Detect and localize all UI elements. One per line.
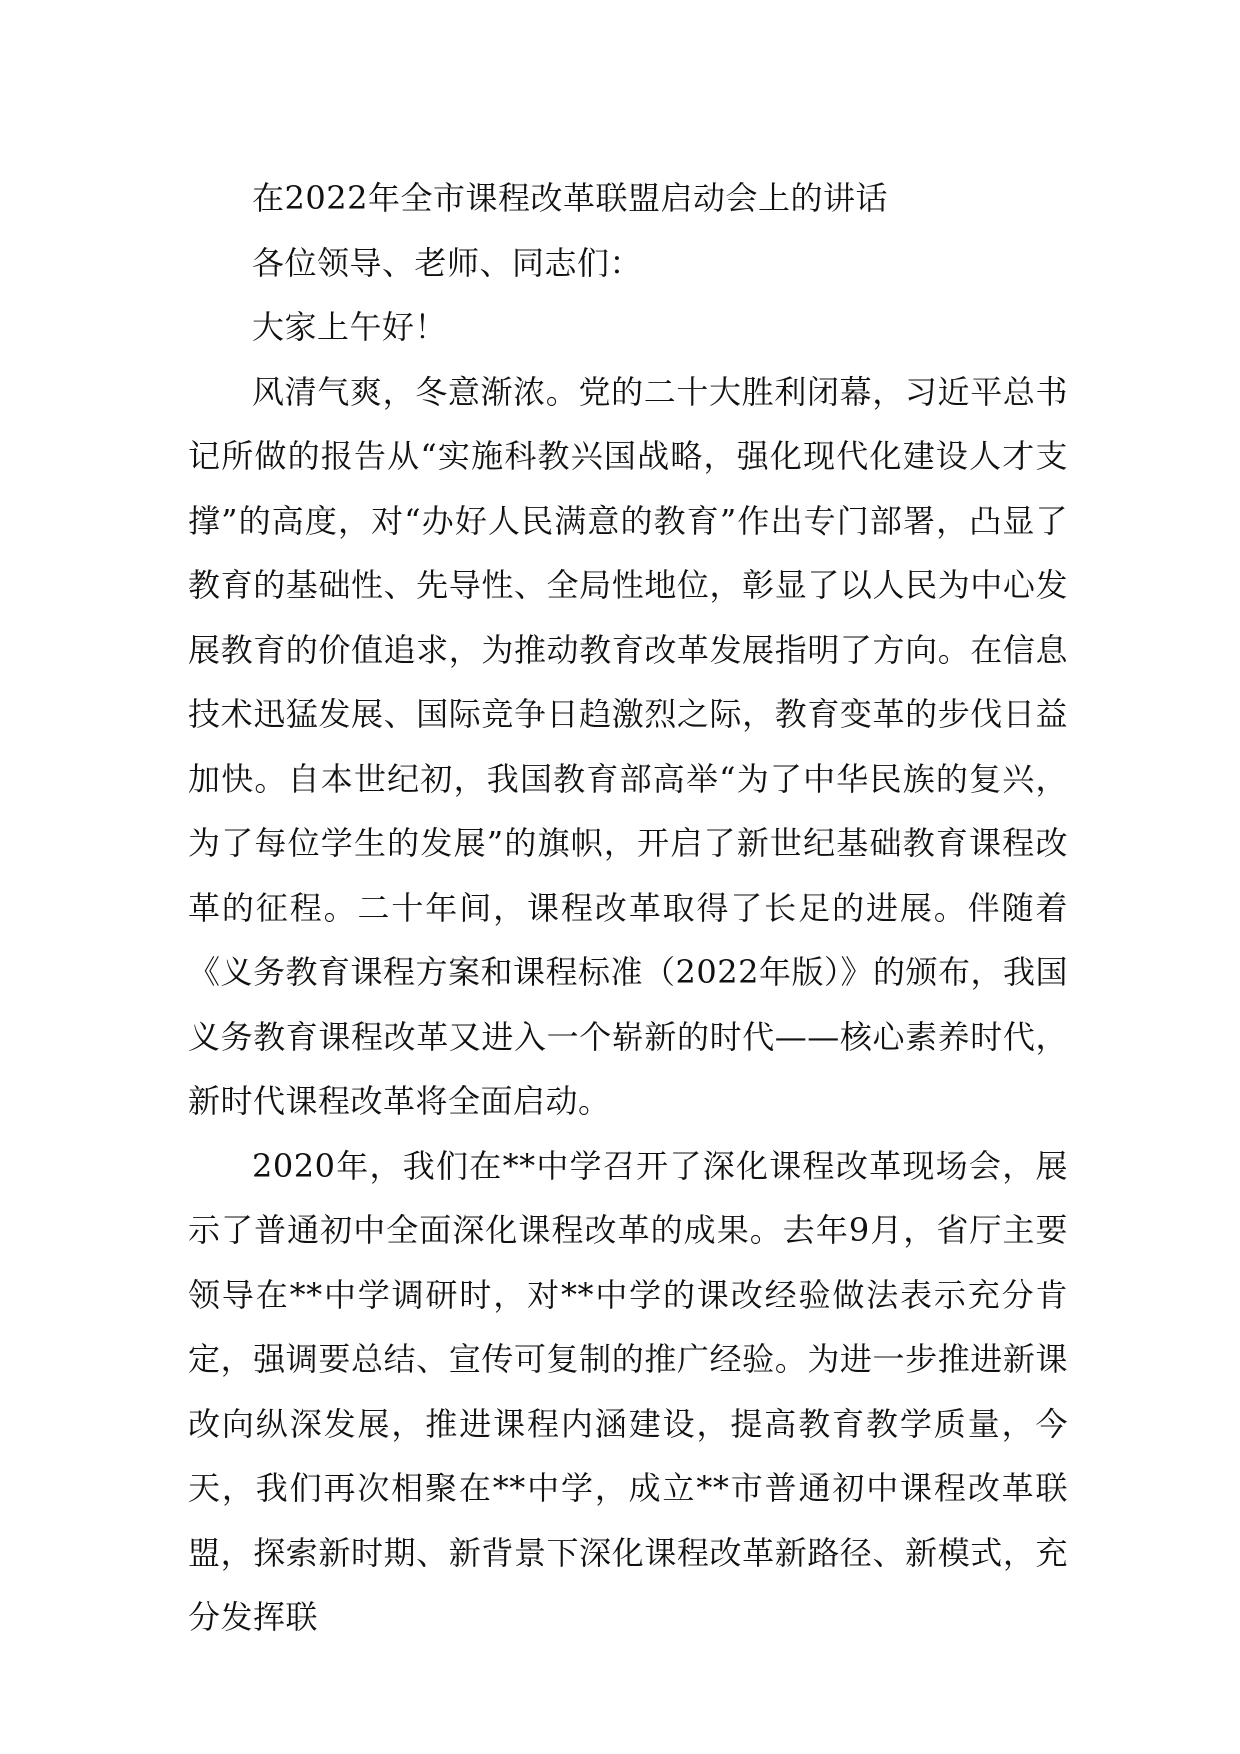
document-body [188,166,1068,1650]
salutation: 各位领导、老师、同志们： [252,243,643,282]
body-paragraph: 风清气爽，冬意渐浓。党的二十大胜利闭幕，习近平总书记所做的报告从“实施科教兴国战略，强化现代化建设人才支撑”的高度，对“办好人民满意的教育”作出专门部署，凸显了教育的基础性、先导性、全局性地位，彰显了以人民为中心发展教育的价值追求，为推动教育改革发展指明了方向。在信息技术迅猛发展、国际竞争日趋激烈之际，教育变革的步伐日益加快。自本世纪初，我国教育部高举“为了中华民族的复兴，为了每位学生的发展”的旗帜，开启了新世纪基础教育课程改革的征程。二十年间，课程改革取得了长足的进展。伴随着《义务教育课程方案和课程标准（2022年版）》的颁布，我国义务教育课程改革又进入一个崭新的时代——核心素养时代，新时代课程改革将全面启动。 [188,372,1068,1120]
body-paragraph: 2020年，我们在**中学召开了深化课程改革现场会，展示了普通初中全面深化课程改革的成果。去年9月，省厅主要领导在**中学调研时，对**中学的课改经验做法表示充分肯定，强调要总结、宣传可复制的推广经验。为进一步推进新课改向纵深发展，推进课程内涵建设，提高教育教学质量，今天，我们再次相聚在**中学，成立**市普通初中课程改革联盟，探索新时期、新背景下深化课程改革新路径、新模式，充分发挥联 [188,1146,1068,1636]
speech-title: 在2022年全市课程改革联盟启动会上的讲话 [252,179,888,217]
greeting: 大家上午好！ [252,308,448,346]
